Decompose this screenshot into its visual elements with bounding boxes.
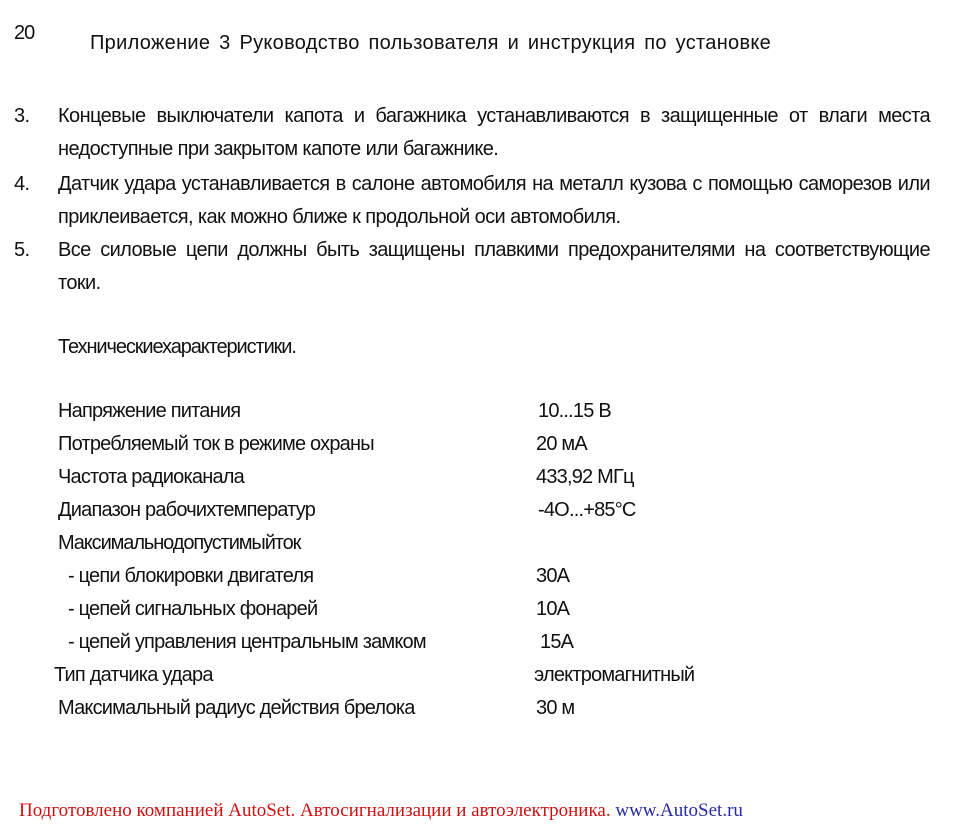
footer-text: Подготовлено компанией AutoSet. Автосигнализации и автоэлектроника. (19, 800, 611, 821)
footer (19, 800, 743, 822)
spec-value: 30А (536, 565, 570, 587)
spec-value: электромагнитный (534, 664, 695, 686)
page-header: Приложение 3 Руководство пользователя и инструкция по установке (90, 32, 772, 54)
list-item-number: 5. (14, 239, 30, 261)
list-item (14, 234, 930, 300)
list-item-text: Концевые выключатели капота и багажника устанавливаются в защищенные от влаги места недоступные при закрытом капоте или багажнике. (58, 105, 930, 160)
spec-label: - цепей управления центральным замком (68, 631, 426, 653)
page-number: 20 (14, 22, 35, 44)
spec-value: -4О...+85°С (538, 499, 636, 521)
spec-row (0, 565, 954, 598)
spec-row (0, 499, 954, 532)
spec-value: 10...15 В (538, 400, 611, 422)
footer-link[interactable]: www.AutoSet.ru (615, 800, 743, 821)
list-item (14, 168, 930, 234)
list-item-number: 3. (14, 105, 30, 127)
list-item-text: Датчик удара устанавливается в салоне автомобиля на металл кузова с помощью саморезов или приклеивается, как можно ближе к продольной оси автомобиля. (58, 173, 930, 228)
list-item-text: Все силовые цепи должны быть защищены плавкими предохранителями на соответствующие токи. (58, 239, 930, 294)
spec-row (0, 532, 954, 565)
spec-label: Максимальнодопустимыйток (58, 532, 301, 554)
spec-row (0, 433, 954, 466)
spec-label: Потребляемый ток в режиме охраны (58, 433, 374, 455)
spec-label: Частота радиоканала (58, 466, 244, 488)
list-item-number: 4. (14, 173, 30, 195)
spec-row (0, 631, 954, 664)
spec-label: Тип датчика удара (54, 664, 213, 686)
spec-value: 20 мА (536, 433, 587, 455)
spec-row (0, 697, 954, 730)
spec-row (0, 598, 954, 631)
spec-row (0, 466, 954, 499)
spec-value: 10А (536, 598, 570, 620)
spec-label: - цепи блокировки двигателя (68, 565, 314, 587)
spec-row (0, 664, 954, 697)
spec-row (0, 400, 954, 433)
spec-label: Напряжение питания (58, 400, 241, 422)
spec-value: 15А (540, 631, 574, 653)
spec-value: 30 м (536, 697, 575, 719)
list-item (14, 100, 930, 166)
spec-value: 433,92 МГц (536, 466, 634, 488)
spec-label: - цепей сигнальных фонарей (68, 598, 318, 620)
spec-label: Максимальный радиус действия брелока (58, 697, 415, 719)
spec-label: Диапазон рабочихтемператур (58, 499, 316, 521)
specs-title: Техническиехарактеристики. (58, 336, 296, 358)
